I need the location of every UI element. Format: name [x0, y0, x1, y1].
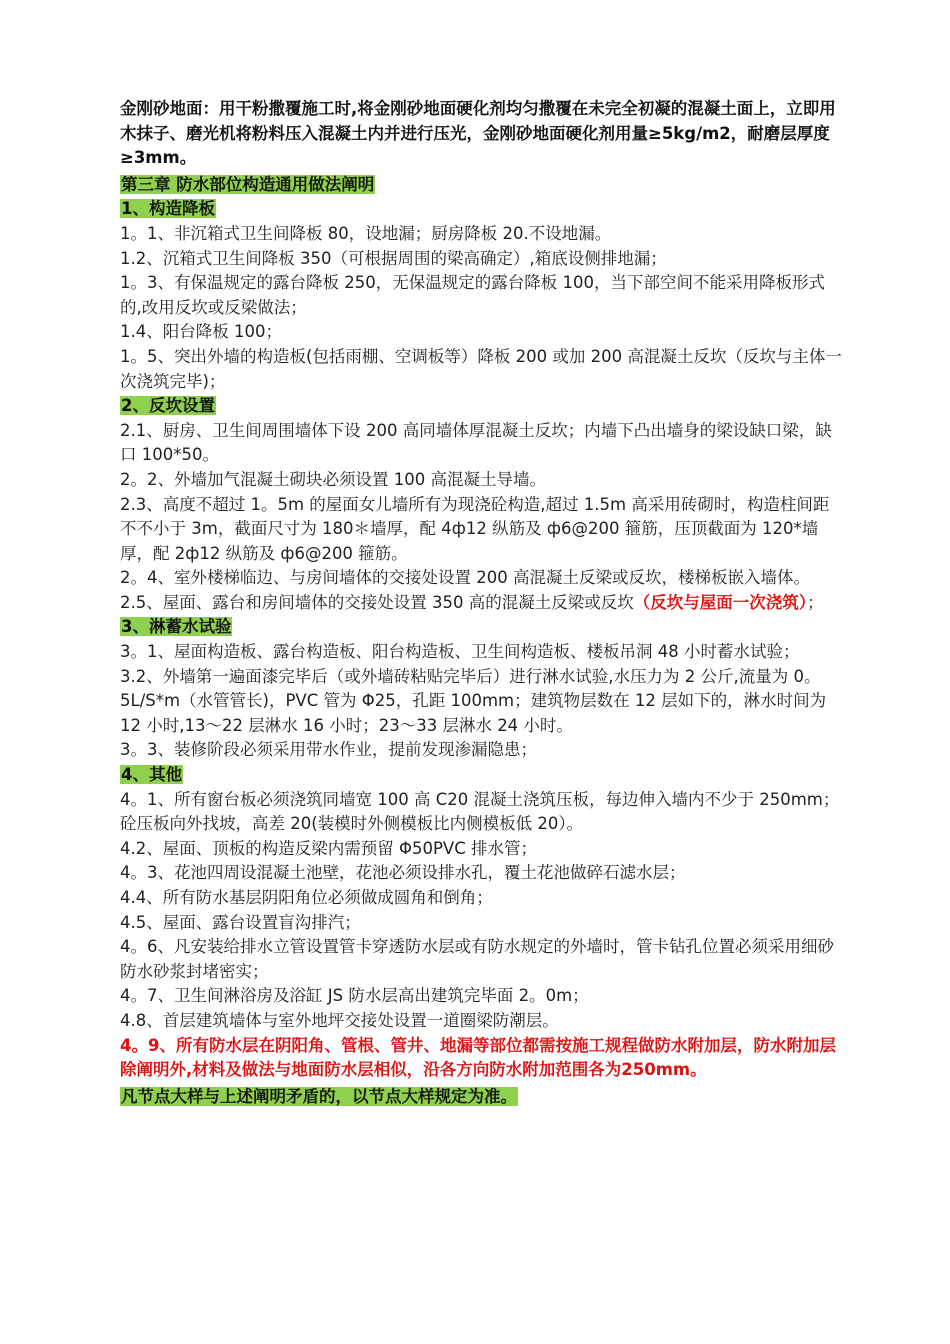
- s4-item-6: 4。6、凡安装给排水立管设置管卡穿透防水层或有防水规定的外墙时，管卡钻孔位置必须采用细砂防水砂浆封堵密实；: [120, 937, 834, 981]
- s1-item-2: 1.2、沉箱式卫生间降板 350（可根据周围的梁高确定）,箱底设侧排地漏；: [120, 248, 667, 268]
- s4-item-8: 4.8、首层建筑墙体与室外地坪交接处设置一道圈梁防潮层。: [120, 1010, 559, 1030]
- s4-item-3: 4。3、花池四周设混凝土池壁，花池必须设排水孔，覆土花池做碎石滤水层；: [120, 863, 686, 883]
- s2-item-3: 2.3、高度不超过 1。5m 的屋面女儿墙所有为现浇砼构造,超过 1.5m 高采用砖砌时，构造柱间距不不小于 3m，截面尺寸为 180＊墙厚，配 4ф12 纵筋及 ф6@200 箍筋，压顶截面为 120*墙厚，配 2ф12 纵筋及 ф6@200 箍筋。: [120, 494, 830, 563]
- s4-item-1: 4。1、所有窗台板必须浇筑同墙宽 100 高 C20 混凝土浇筑压板，每边伸入墙内不少于 250mm；: [120, 789, 840, 809]
- intro-paragraph: 金刚砂地面：用干粉撒覆施工时,将金刚砂地面硬化剂均匀撒覆在未完全初凝的混凝土面上，立即用木抹子、磨光机将粉料压入混凝土内并进行压光，金刚砂地面硬化剂用量≥5kg/m2，耐磨层厚度≥3mm。: [120, 99, 836, 168]
- s2-item-5-end: ；: [806, 592, 824, 612]
- s2-item-2: 2。2、外墙加气混凝土砌块必须设置 100 高混凝土导墙。: [120, 469, 546, 489]
- s1-item-1: 1。1、非沉箱式卫生间降板 80，设地漏；厨房降板 20.不设地漏。: [120, 223, 612, 243]
- s3-item-2: 3.2、外墙第一遍面漆完毕后（或外墙砖粘贴完毕后）进行淋水试验,水压力为 2 公斤,流量为 0。5L/S*m（水管管长)，PVC 管为 Φ25，孔距 100mm；建筑物层数在 12 层如下的，淋水时间为 12 小时,13～22 层淋水 16 小时；23～33 层淋水 24 小时。: [120, 666, 827, 735]
- section-1-heading: 1、构造降板: [121, 199, 215, 219]
- s2-item-5: [120, 591, 845, 616]
- s2-item-4: 2。4、室外楼梯临边、与房间墙体的交接处设置 200 高混凝土反梁或反坎，楼梯板嵌入墙体。: [120, 568, 810, 588]
- s1-item-5: 1。5、突出外墙的构造板(包括雨棚、空调板等）降板 200 或加 200 高混凝土反坎（反坎与主体一次浇筑完毕)；: [120, 346, 842, 391]
- s4-item-5: 4.5、屋面、露台设置盲沟排汽；: [120, 912, 361, 932]
- chapter-title: 第三章 防水部位构造通用做法阐明: [121, 174, 375, 194]
- s1-item-3: 1。3、有保温规定的露台降板 250，无保温规定的露台降板 100，当下部空间不能采用降板形式的,改用反坎或反梁做法；: [120, 273, 825, 317]
- s4-item-1-cont: 砼压板向外找坡，高差 20(装模时外侧模板比内侧模板低 20）。: [120, 814, 584, 834]
- document-page: [120, 97, 845, 1109]
- s2-item-5-red-note: （反坎与屋面一次浇筑）: [633, 592, 807, 612]
- section-2-heading: 2、反坎设置: [121, 396, 215, 416]
- s2-item-1: 2.1、厨房、卫生间周围墙体下设 200 高同墙体厚混凝土反坎；内墙下凸出墙身的梁设缺口梁，缺口 100*50。: [120, 420, 832, 465]
- footer-note: 凡节点大样与上述阐明矛盾的，以节点大样规定为准。: [121, 1086, 517, 1106]
- s4-item-2: 4.2、屋面、顶板的构造反梁内需预留 Φ50PVC 排水管；: [120, 838, 537, 858]
- s3-item-1: 3。1、屋面构造板、露台构造板、阳台构造板、卫生间构造板、楼板吊洞 48 小时蓄水试验；: [120, 642, 800, 662]
- section-3-heading: 3、淋蓄水试验: [121, 617, 232, 637]
- section-4-heading: 4、其他: [121, 765, 182, 785]
- s4-item-4: 4.4、所有防水基层阴阳角位必须做成圆角和倒角；: [120, 888, 493, 907]
- s2-item-5-text: 2.5、屋面、露台和房间墙体的交接处设置 350 高的混凝土反梁或反坎: [120, 592, 634, 612]
- s4-item-7: 4。7、卫生间淋浴房及浴缸 JS 防水层高出建筑完毕面 2。0m；: [120, 986, 589, 1006]
- s4-item-9: 4。9、所有防水层在阴阳角、管根、管井、地漏等部位都需按施工规程做防水附加层，防水附加层除阐明外,材料及做法与地面防水层相似，沿各方向防水附加范围各为250mm。: [120, 1035, 836, 1080]
- s1-item-4: 1.4、阳台降板 100；: [120, 322, 282, 342]
- s3-item-3: 3。3、装修阶段必须采用带水作业，提前发现渗漏隐患；: [120, 740, 537, 760]
